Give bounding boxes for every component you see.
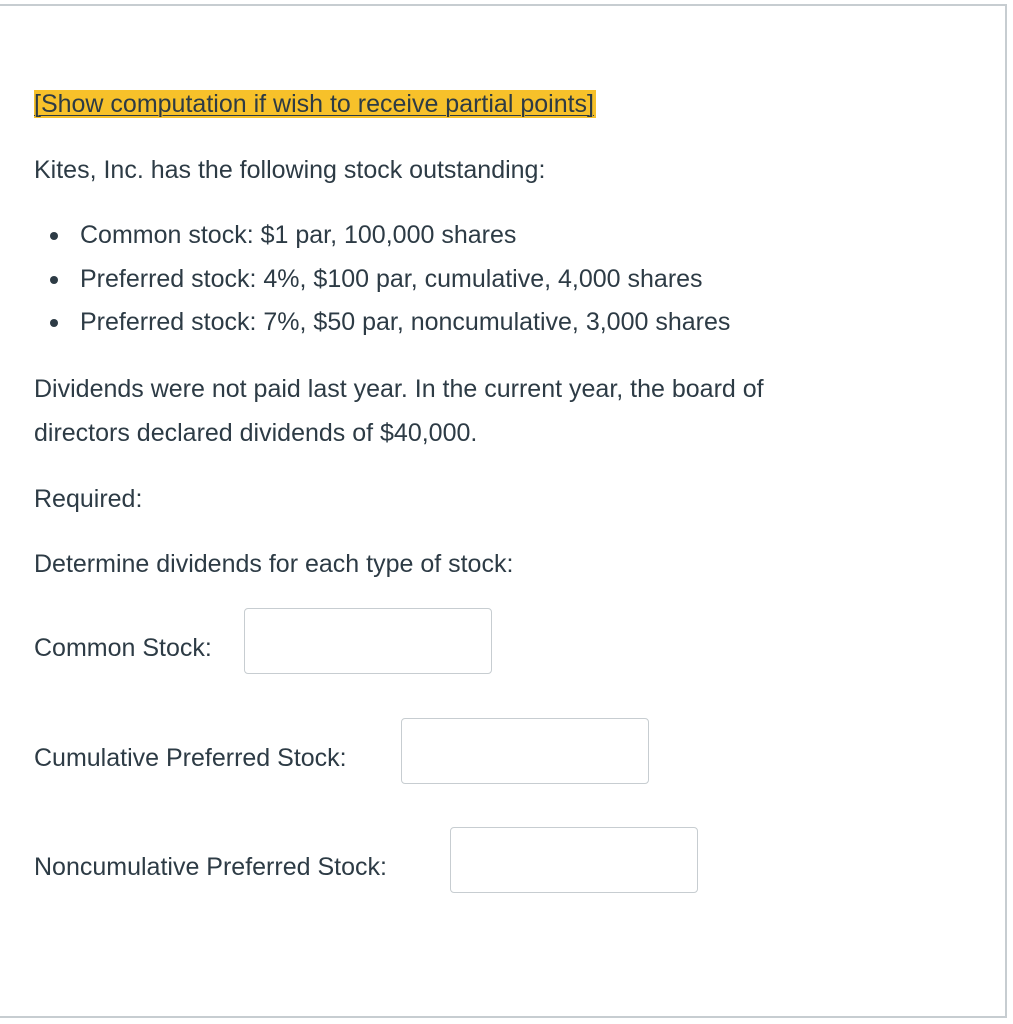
bullet-icon — [50, 232, 58, 240]
stock-item-cumulative-preferred: Preferred stock: 4%, $100 par, cumulative, 4,000 shares — [80, 264, 703, 293]
stock-list — [34, 214, 730, 345]
common-stock-label: Common Stock: — [34, 634, 212, 662]
task-text: Determine dividends for each type of stock: — [34, 550, 514, 578]
cumulative-preferred-label: Cumulative Preferred Stock: — [34, 744, 347, 772]
stock-item-noncumulative-preferred: Preferred stock: 7%, $50 par, noncumulative, 3,000 shares — [80, 308, 731, 336]
dividends-text-line2: directors declared dividends of $40,000. — [34, 419, 478, 447]
bullet-icon — [50, 319, 58, 327]
partial-points-instruction — [34, 82, 596, 127]
cumulative-preferred-answer-field[interactable] — [401, 718, 649, 784]
list-item — [34, 258, 730, 302]
highlighted-instruction: [Show computation if wish to receive partial points] — [34, 90, 594, 118]
noncumulative-preferred-label: Noncumulative Preferred Stock: — [34, 853, 387, 881]
bullet-icon — [50, 276, 58, 284]
list-item — [34, 301, 730, 345]
required-heading: Required: — [34, 485, 143, 513]
stock-item-common: Common stock: $1 par, 100,000 shares — [80, 221, 517, 249]
common-stock-answer-field[interactable] — [244, 608, 492, 674]
list-item — [34, 214, 730, 258]
dividends-text-line1: Dividends were not paid last year. In the current year, the board of — [34, 375, 764, 403]
noncumulative-preferred-answer-field[interactable] — [450, 827, 698, 893]
stock-intro: Kites, Inc. has the following stock outstanding: — [34, 156, 546, 184]
